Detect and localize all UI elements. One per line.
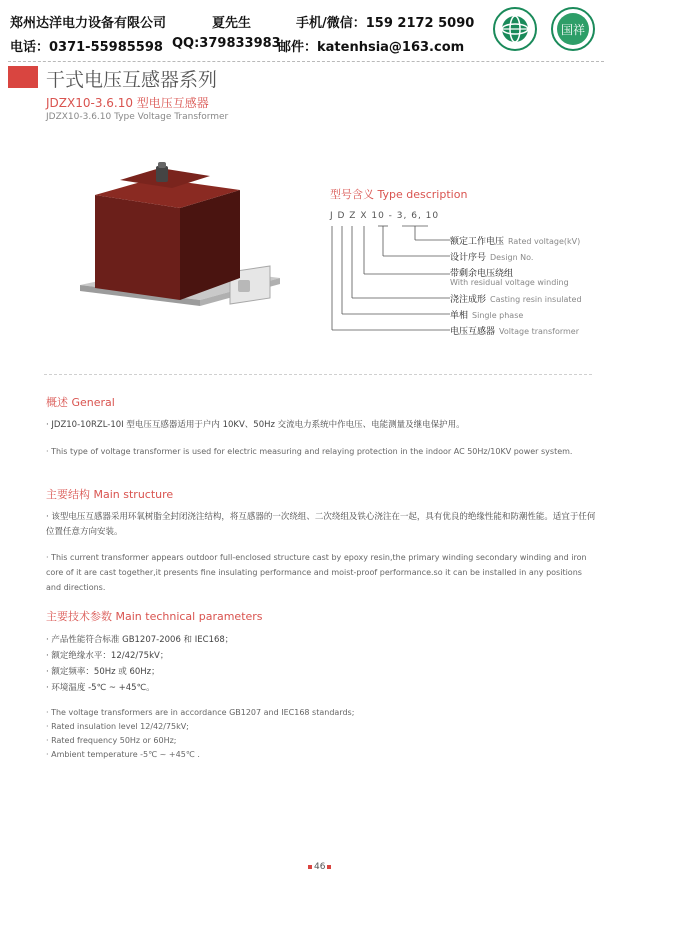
legend-design-no: 设计序号 Design No. [450,253,534,263]
general-text-cn: · JDZ10-10RZL-10I 型电压互感器适用于户内 10KV、50Hz 交流电力系统中作电压、电能测量及继电保护用。 [46,420,465,430]
voltage-transformer-image [80,160,280,340]
list-item: · The voltage transformers are in accordance GB1207 and IEC168 standards; [46,706,354,720]
structure-text-cn: · 该型电压互感器采用环氧树脂全封闭浇注结构，将互感器的一次绕组、二次绕组及铁心浇注在一起，具有优良的绝缘性能和防潮性能。适宜于任何位置任意方向安装。 [46,512,596,537]
legend-residual-winding-en: With residual voltage winding [450,278,569,287]
series-title: 干式电压互感器系列 [46,69,218,91]
guoxiang-logo [550,6,596,52]
email-address: 邮件：katenhsia@163.com [278,40,465,55]
list-item: · 产品性能符合标准 GB1207-2006 和 IEC168； [46,632,233,648]
legend-residual-winding: 带剩余电压绕组 [450,269,514,279]
list-item: · Rated insulation level 12/42/75kV; [46,720,354,734]
general-heading: 概述 General [46,396,115,409]
title-accent-bar [8,66,38,88]
general-text-en: · This type of voltage transformer is used for electric measuring and relaying protection in the indoor AC 50Hz/10KV power system. [46,447,573,456]
qq-number: QQ:379833983 [172,36,281,51]
params-heading: 主要技术参数 Main technical parameters [46,610,263,623]
list-item: · Rated frequency 50Hz or 60Hz; [46,734,354,748]
page-number: 46 [306,862,333,872]
header-divider [8,61,604,62]
model-title-cn: JDZX10-3.6.10 型电压互感器 [46,96,209,110]
list-item: · 环境温度 -5℃ ~ +45℃。 [46,680,233,696]
structure-heading: 主要结构 Main structure [46,488,174,501]
structure-text-en: · This current transformer appears outdoor full-enclosed structure cast by epoxy resin,the primary winding secondary winding and iron core of it are cast together,it presents fine insulating performance and moist-proof performance.so it can be installed in any positions and directions. [46,553,587,592]
params-list-en [46,706,354,762]
legend-casting-resin: 浇注成形 Casting resin insulated [450,295,582,305]
page-header [0,0,676,58]
page-number-marker [308,865,312,869]
model-title-en: JDZX10-3.6.10 Type Voltage Transformer [46,112,229,122]
type-code: J D Z X 10 - 3, 6, 10 [330,211,440,221]
company-name: 郑州达洋电力设备有限公司 [10,16,167,31]
contact-name: 夏先生 [212,16,252,31]
legend-single-phase: 单相 Single phase [450,311,524,321]
type-description-heading: 型号含义 Type description [330,188,468,201]
params-list-cn [46,632,233,696]
list-item: · Ambient temperature -5℃ ~ +45℃ . [46,748,354,762]
state-grid-logo [492,6,538,52]
list-item: · 额定绝缘水平：12/42/75kV； [46,648,233,664]
legend-rated-voltage: 额定工作电压 Rated voltage(kV) [450,237,581,247]
phone-number: 电话：0371-55985598 [10,40,163,55]
list-item: · 额定频率：50Hz 或 60Hz； [46,664,233,680]
section-divider [44,374,592,375]
mobile-number: 手机/微信：159 2172 5090 [296,16,475,31]
page-number-marker [327,865,331,869]
logo2-text: 国祥 [560,23,586,37]
type-code-diagram [330,222,450,334]
legend-voltage-transformer: 电压互感器 Voltage transformer [450,327,579,337]
